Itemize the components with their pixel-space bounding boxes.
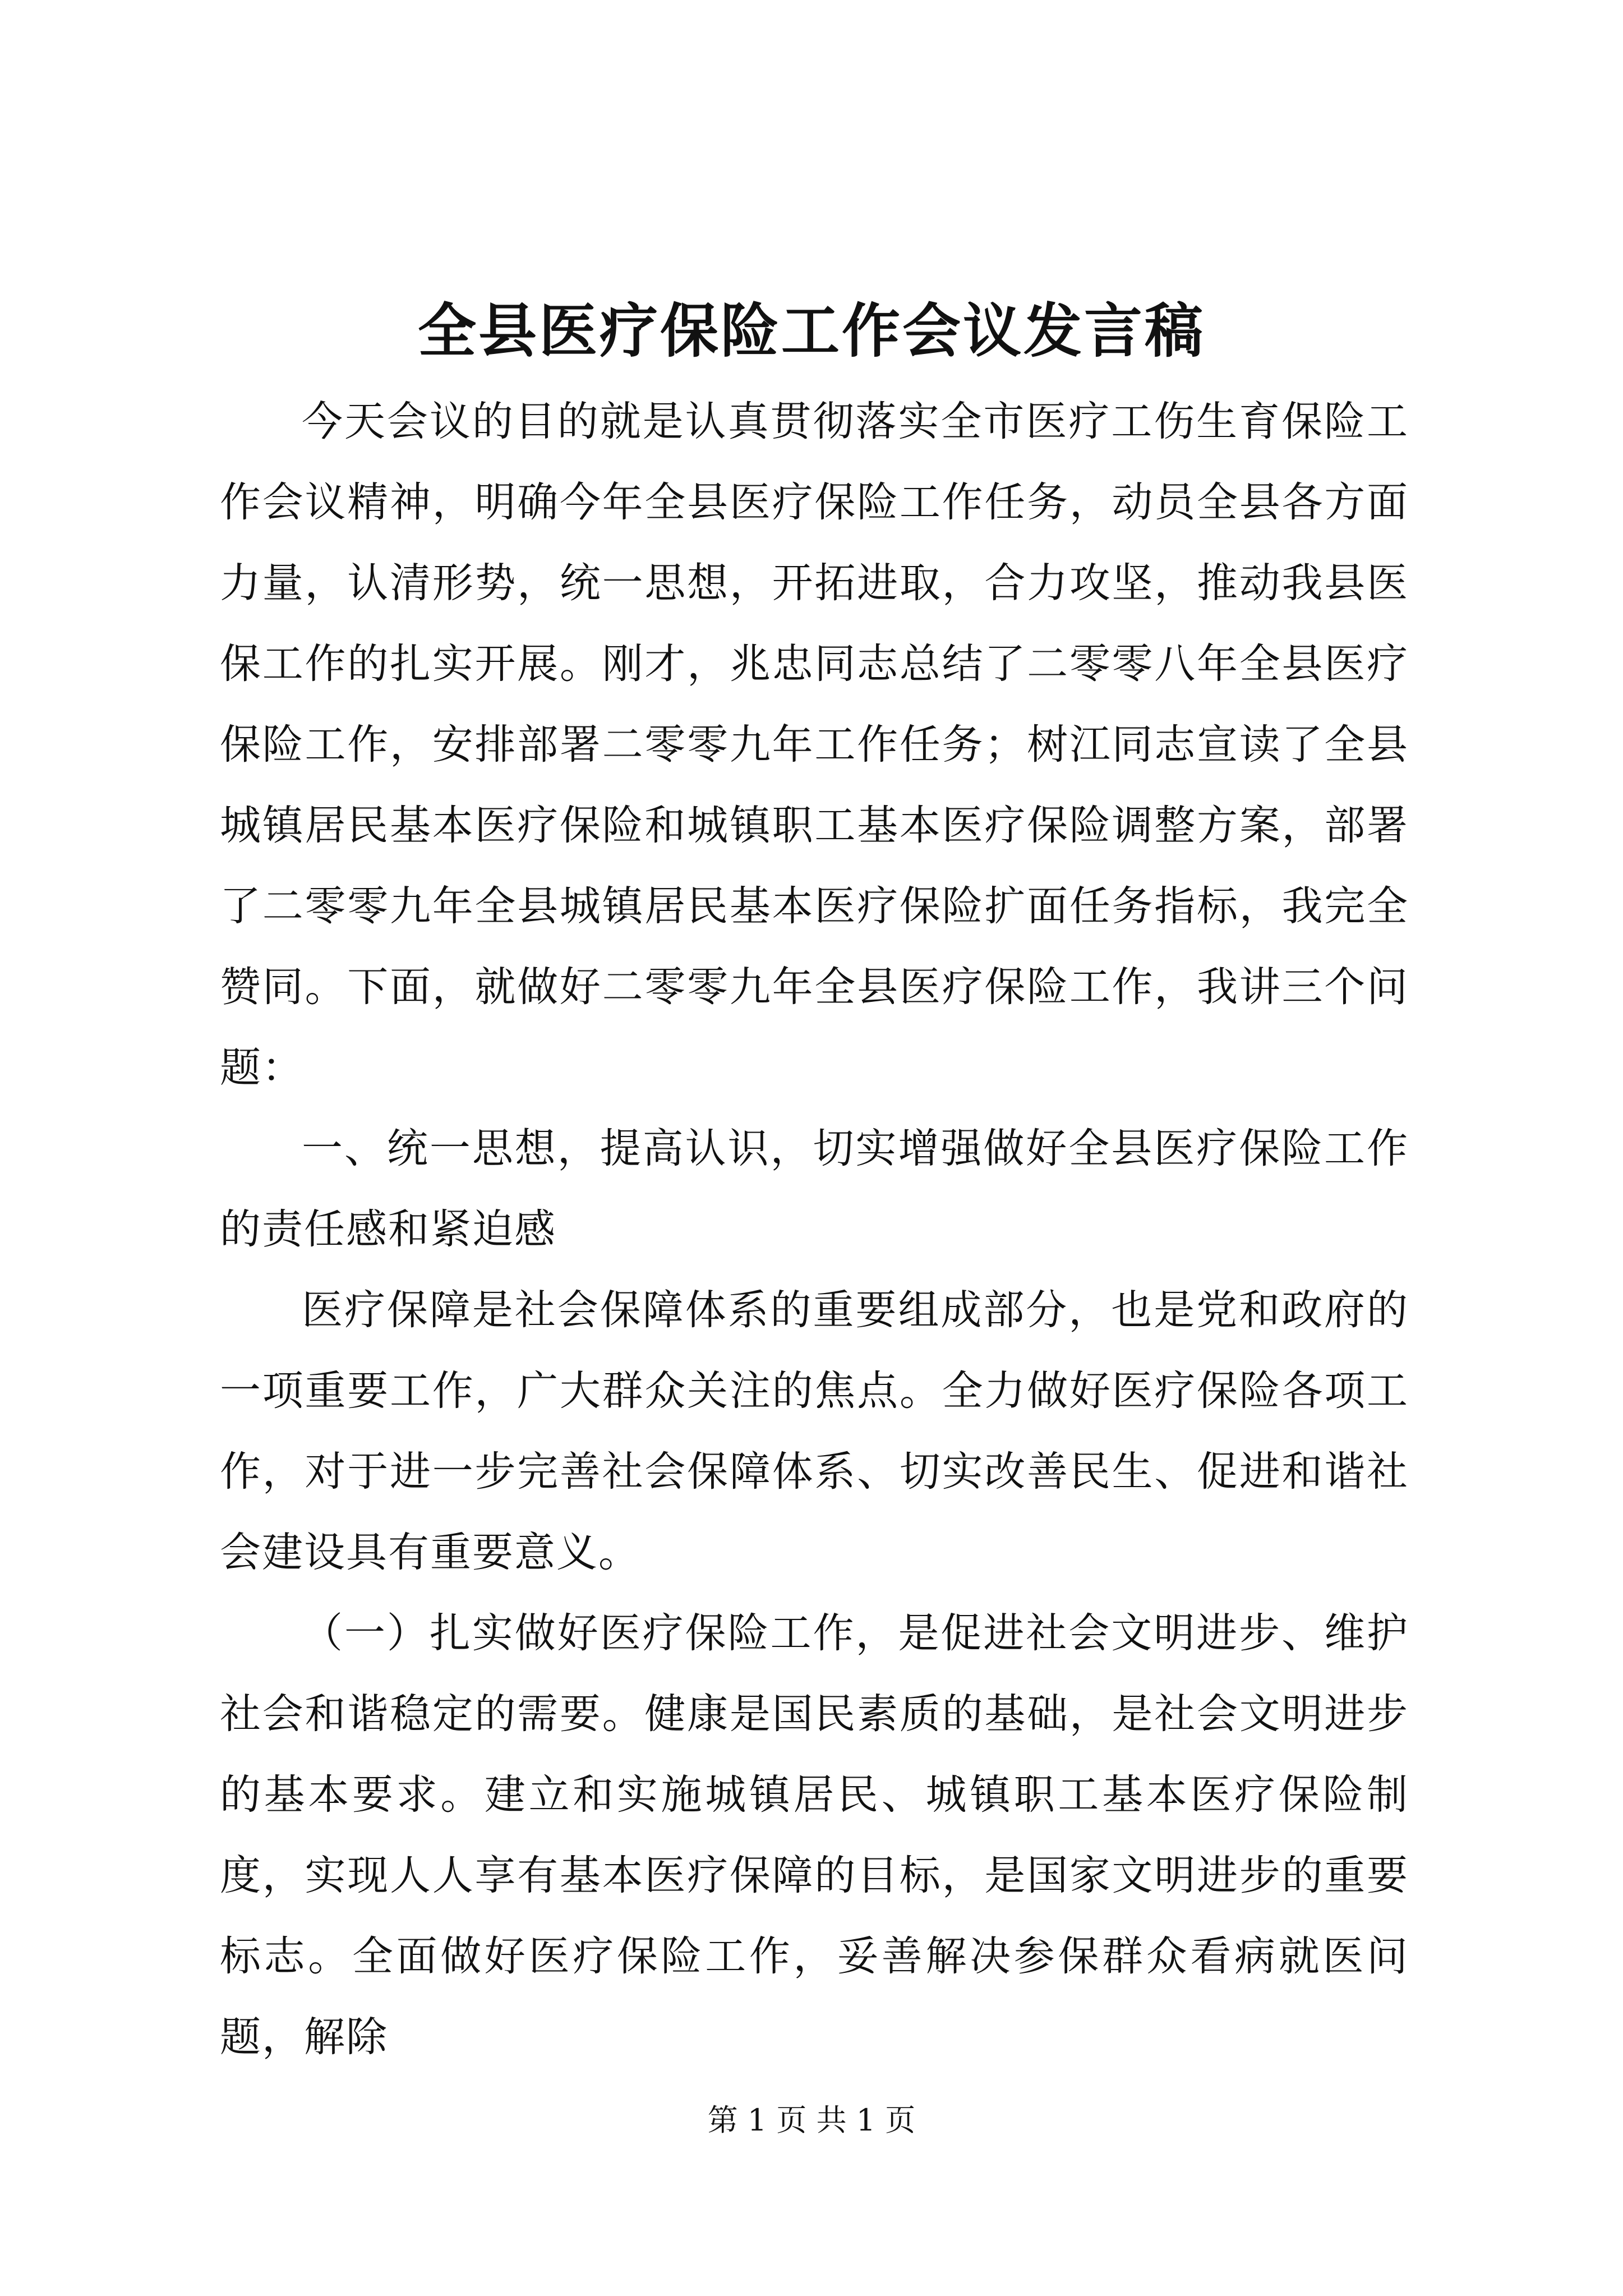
paragraph-medical-security: 医疗保障是社会保障体系的重要组成部分，也是党和政府的一项重要工作，广大群众关注的焦点。全力做好医疗保险各项工作，对于进一步完善社会保障体系、切实改善民生、促进和谐社会建设具有重要意义。 (220, 1286, 1409, 1576)
page-number-footer: 第 1 页 共 1 页 (707, 2102, 916, 2138)
section-heading-1: 一、统一思想，提高认识，切实增强做好全县医疗保险工作的责任感和紧迫感 (220, 1125, 1409, 1253)
paragraph-subsection-1: （一）扎实做好医疗保险工作，是促进社会文明进步、维护社会和谐稳定的需要。健康是国民素质的基础，是社会文明进步的基本要求。建立和实施城镇居民、城镇职工基本医疗保险制度，实现人人享有基本医疗保障的目标，是国家文明进步的重要标志。全面做好医疗保险工作，妥善解决参保群众看病就医问题，解除 (220, 1609, 1409, 2061)
document-body (220, 381, 1409, 2078)
document-title: 全县医疗保险工作会议发言稿 (417, 296, 1205, 365)
paragraph-intro: 今天会议的目的就是认真贯彻落实全市医疗工伤生育保险工作会议精神，明确今年全县医疗保险工作任务，动员全县各方面力量，认清形势，统一思想，开拓进取，合力攻坚，推动我县医保工作的扎实开展。刚才，兆忠同志总结了二零零八年全县医疗保险工作，安排部署二零零九年工作任务；树江同志宣读了全县城镇居民基本医疗保险和城镇职工基本医疗保险调整方案，部署了二零零九年全县城镇居民基本医疗保险扩面任务指标，我完全赞同。下面，就做好二零零九年全县医疗保险工作，我讲三个问题： (220, 398, 1409, 1092)
